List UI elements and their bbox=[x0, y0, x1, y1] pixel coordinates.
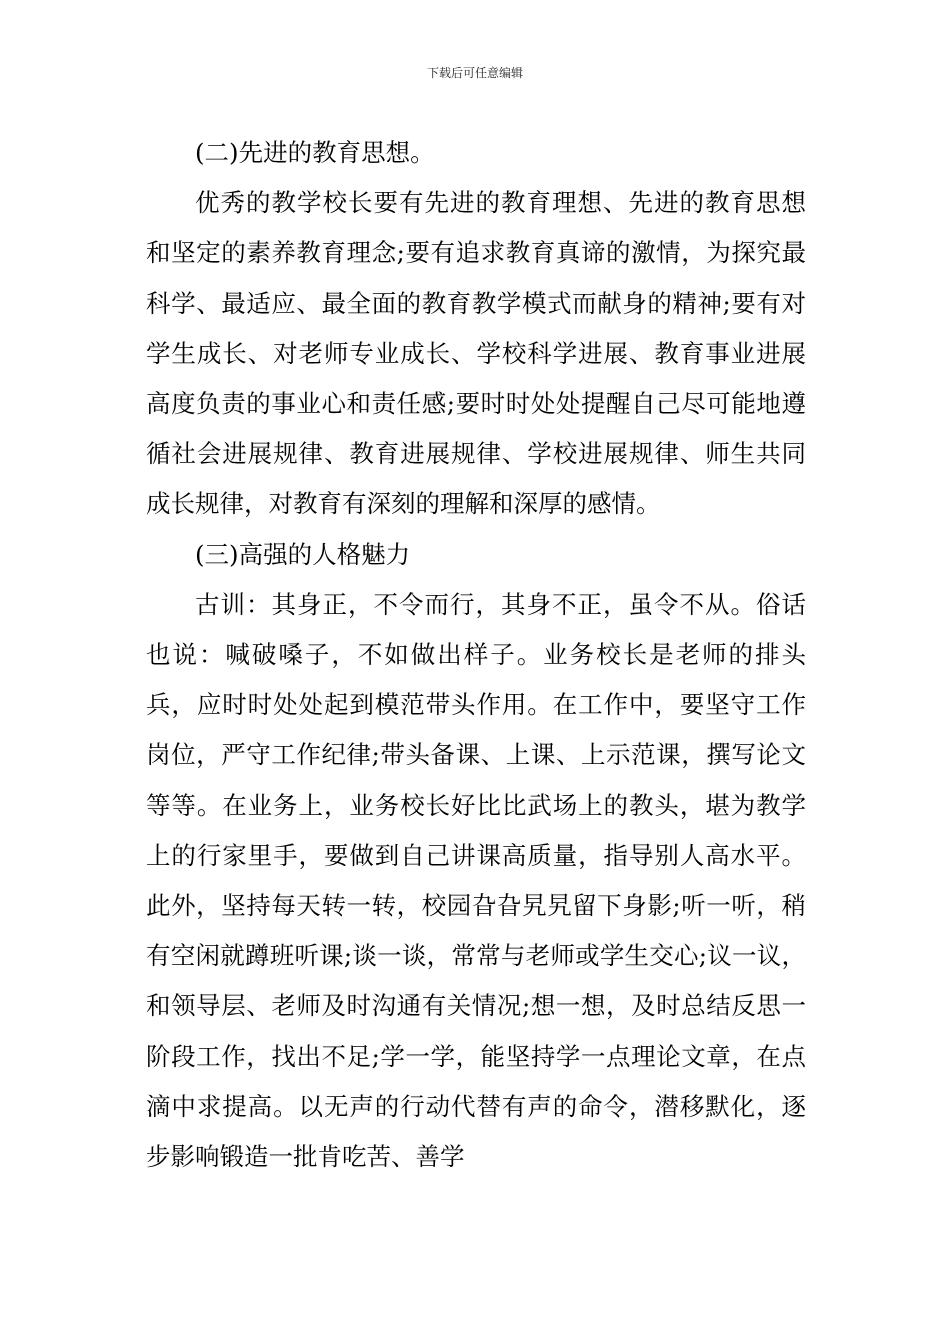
page-header: 下载后可任意编辑 bbox=[426, 66, 523, 80]
body-paragraph: 优秀的教学校长要有先进的教育理想、先进的教育思想和坚定的素养教育理念;要有追求教育真谛的激情，为探究最科学、最适应、最全面的教育教学模式而献身的精神;要有对学生成长、对老师专业成长、学校科学进展、教育事业进展高度负责的事业心和责任感;要时时处处提醒自己尽可能地遵循社会进展规律、教育进展规律、学校进展规律、师生共同成长规律，对教育有深刻的理解和深厚的感情。 bbox=[146, 188, 806, 519]
section-heading-2: (二)先进的教育思想。 bbox=[195, 138, 435, 167]
body-paragraph: 古训：其身正，不令而行，其身不正，虽令不从。俗话也说：喊破嗓子，不如做出样子。业务校长是老师的排头兵，应时时处处起到模范带头作用。在工作中，要坚守工作岗位，严守工作纪律;带头备课、上课、上示范课，撰写论文等等。在业务上，业务校长好比比武场上的教头，堪为教学上的行家里手，要做到自己讲课高质量，指导别人高水平。此外，坚持每天转一转，校园旮旮旯旯留下身影;听一听，稍有空闲就蹲班听课;谈一谈，常常与老师或学生交心;议一议，和领导层、老师及时沟通有关情况;想一想，及时总结反思一阶段工作，找出不足;学一学，能坚持学一点理论文章，在点滴中求提高。以无声的行动代替有声的命令，潜移默化，逐步影响锻造一批肯吃苦、善学 bbox=[146, 589, 806, 1172]
section-heading-3: (三)高强的人格魅力 bbox=[195, 539, 411, 569]
document-body bbox=[146, 128, 806, 1182]
